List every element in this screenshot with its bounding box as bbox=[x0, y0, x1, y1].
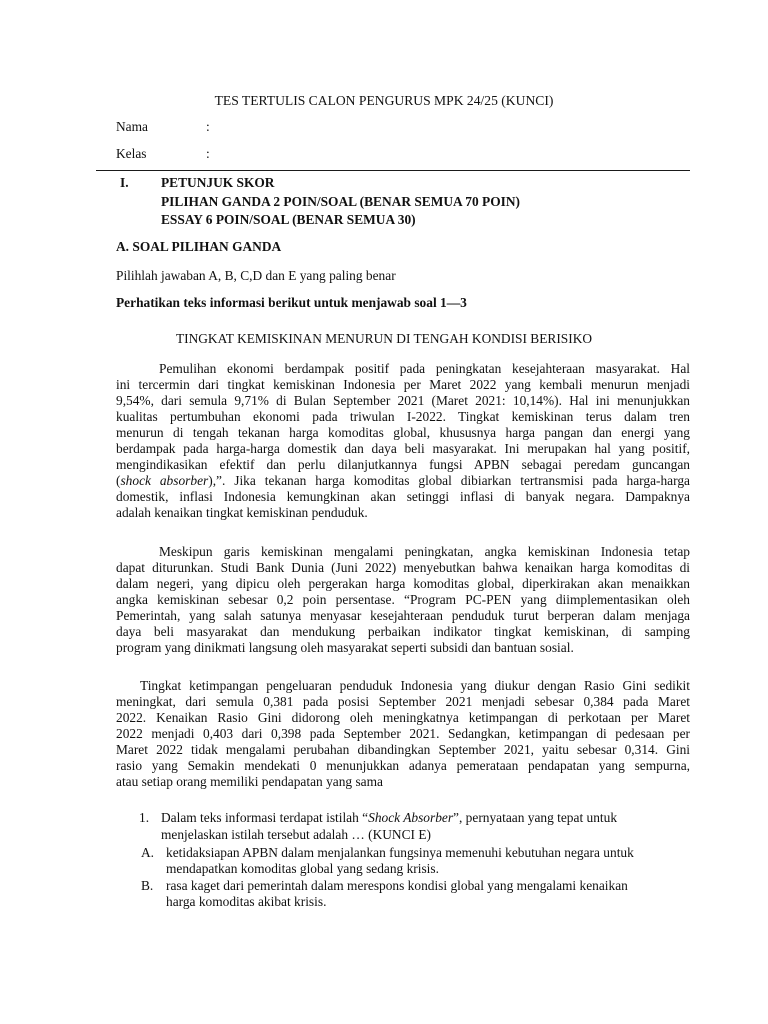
section-a-heading: A. SOAL PILIHAN GANDA bbox=[116, 239, 282, 254]
option-a-text-line-2: mendapatkan komoditas global yang sedang krisis. bbox=[166, 861, 439, 876]
paragraph-line: Meskipun garis kemiskinan mengalami peningkatan, angka kemiskinan Indonesia tetap bbox=[159, 544, 690, 559]
paragraph-line: angka kemiskinan sebesar 0,2 poin persentase. “Program PC-PEN yang diimplementasikan oleh bbox=[116, 592, 690, 607]
paragraph-line: adalah kenaikan tingkat kemiskinan penduduk. bbox=[116, 505, 368, 520]
question-stem-text: Dalam teks informasi terdapat istilah “ bbox=[161, 810, 369, 825]
paragraph-line: kualitas pertumbuhan ekonomi pada triwulan I-2022. Tingkat kemiskinan terus dalam tren bbox=[116, 409, 690, 424]
paragraph-line: dapat diturunkan. Studi Bank Dunia (Juni 2022) menyebutkan bahwa kenaikan harga komoditas di bbox=[116, 560, 690, 575]
question-stem-term: Shock Absorber bbox=[368, 810, 454, 825]
italic-term: shock absorber bbox=[120, 473, 209, 488]
scoring-rule-multiple-choice: PILIHAN GANDA 2 POIN/SOAL (BENAR SEMUA 70 POIN) bbox=[161, 194, 520, 209]
paragraph-line: atau setiap orang memiliki pendapatan yang sama bbox=[116, 774, 383, 789]
question-stem-text: ”, pernyataan yang tepat untuk bbox=[453, 810, 618, 825]
option-b-letter: B. bbox=[141, 878, 154, 893]
paragraph-line: domestik, inflasi Indonesia kemungkinan akan setinggi inflasi di banyak negara. Dampaknya bbox=[116, 489, 690, 504]
paragraph-line: meningkat, dari semula 0,381 pada posisi September 2021 menjadi sebesar 0,384 pada Maret bbox=[116, 694, 690, 709]
paragraph-line: program yang dinikmati langsung oleh masyarakat seperti subsidi dan bantuan sosial. bbox=[116, 640, 574, 655]
option-a-text-line-1: ketidaksiapan APBN dalam menjalankan fungsinya memenuhi kebutuhan negara untuk bbox=[166, 845, 634, 860]
paragraph-line: ini tercermin dari tingkat kemiskinan Indonesia per Maret 2022 yang kembali menurun menjadi bbox=[116, 377, 690, 392]
paragraph-line: Maret 2022 tidak mengalami perubahan dibandingkan September 2021, yaitu sebesar 0,314. Gini bbox=[116, 742, 690, 757]
paragraph-line: 2022. Kenaikan Rasio Gini didorong oleh meningkatnya ketimpangan di perkotaan per Maret bbox=[116, 710, 690, 725]
paragraph-line: Pemerintah, yang salah satunya menyasar kesejahteraan penduduk turut berperan dalam menjaga bbox=[116, 608, 690, 623]
paragraph-line: dalam negeri, yang dipicu oleh pergerakan harga komoditas global, diperkirakan akan menaikkan bbox=[116, 576, 690, 591]
scoring-rule-essay: ESSAY 6 POIN/SOAL (BENAR SEMUA 30) bbox=[161, 212, 416, 227]
paragraph-line: Tingkat ketimpangan pengeluaran penduduk Indonesia yang diukur dengan Rasio Gini sedikit bbox=[140, 678, 690, 693]
option-b-text-line-1: rasa kaget dari pemerintah dalam merespons kondisi global yang mengalami kenaikan bbox=[166, 878, 628, 893]
paragraph-line: 9,54%, dari semula 9,71% di Bulan September 2021 (Maret 2021: 10,14%). Hal ini menunjukkan bbox=[116, 393, 690, 408]
instruction-text: Pilihlah jawaban A, B, C,D dan E yang paling benar bbox=[116, 268, 396, 283]
option-a-letter: A. bbox=[141, 845, 155, 860]
question-stem-line-2: menjelaskan istilah tersebut adalah … (KUNCI E) bbox=[161, 827, 431, 842]
article-paragraph-2 bbox=[116, 544, 690, 656]
paragraph-line: 2022 menjadi 0,403 dari 0,398 pada September 2021. Sedangkan, ketimpangan di pedesaan per bbox=[116, 726, 690, 741]
paragraph-line: mengindikasikan efektif dan perlu dilanjutkannya fungsi APBN sebagai peredam guncangan bbox=[116, 457, 690, 472]
section-number: I. bbox=[120, 175, 129, 190]
class-field-label: Kelas bbox=[116, 146, 147, 161]
name-field-label: Nama bbox=[116, 119, 148, 134]
article-title: TINGKAT KEMISKINAN MENURUN DI TENGAH KONDISI BERISIKO bbox=[175, 331, 593, 346]
context-note: Perhatikan teks informasi berikut untuk menjawab soal 1—3 bbox=[116, 295, 467, 310]
line-text: ( bbox=[116, 473, 121, 488]
paragraph-line: Pemulihan ekonomi berdampak positif pada peningkatan kesejahteraan masyarakat. Hal bbox=[159, 361, 690, 376]
class-field-colon: : bbox=[206, 146, 210, 161]
section-heading: PETUNJUK SKOR bbox=[161, 175, 275, 190]
paragraph-line: menurun di tengah tekanan harga komoditas global, khususnya harga pangan dan energi yang bbox=[116, 425, 690, 440]
article-paragraph-3 bbox=[116, 678, 690, 790]
header-divider bbox=[96, 170, 690, 171]
document-title: TES TERTULIS CALON PENGURUS MPK 24/25 (KUNCI) bbox=[214, 93, 554, 108]
paragraph-line: berdampak pada harga-harga domestik dan daya beli masyarakat. Ini merupakan hal yang positif, bbox=[116, 441, 690, 456]
option-b-text-line-2: harga komoditas akibat krisis. bbox=[166, 894, 327, 909]
name-field-colon: : bbox=[206, 119, 210, 134]
paragraph-line: rasio yang Semakin mendekati 0 menunjukkan adanya pemerataan pendapatan yang sempurna, bbox=[116, 758, 690, 773]
question-number: 1. bbox=[139, 810, 150, 825]
paragraph-line: daya beli masyarakat dan mendukung perbaikan indikator tingkat kemiskinan, di samping bbox=[116, 624, 690, 639]
question-stem-line-1 bbox=[161, 810, 617, 826]
article-paragraph-1 bbox=[116, 361, 690, 521]
line-text: ),”. Jika tekanan harga komoditas global dibiarkan tertransmisi pada harga-harga bbox=[208, 473, 690, 488]
paragraph-line-with-italic bbox=[116, 473, 690, 489]
